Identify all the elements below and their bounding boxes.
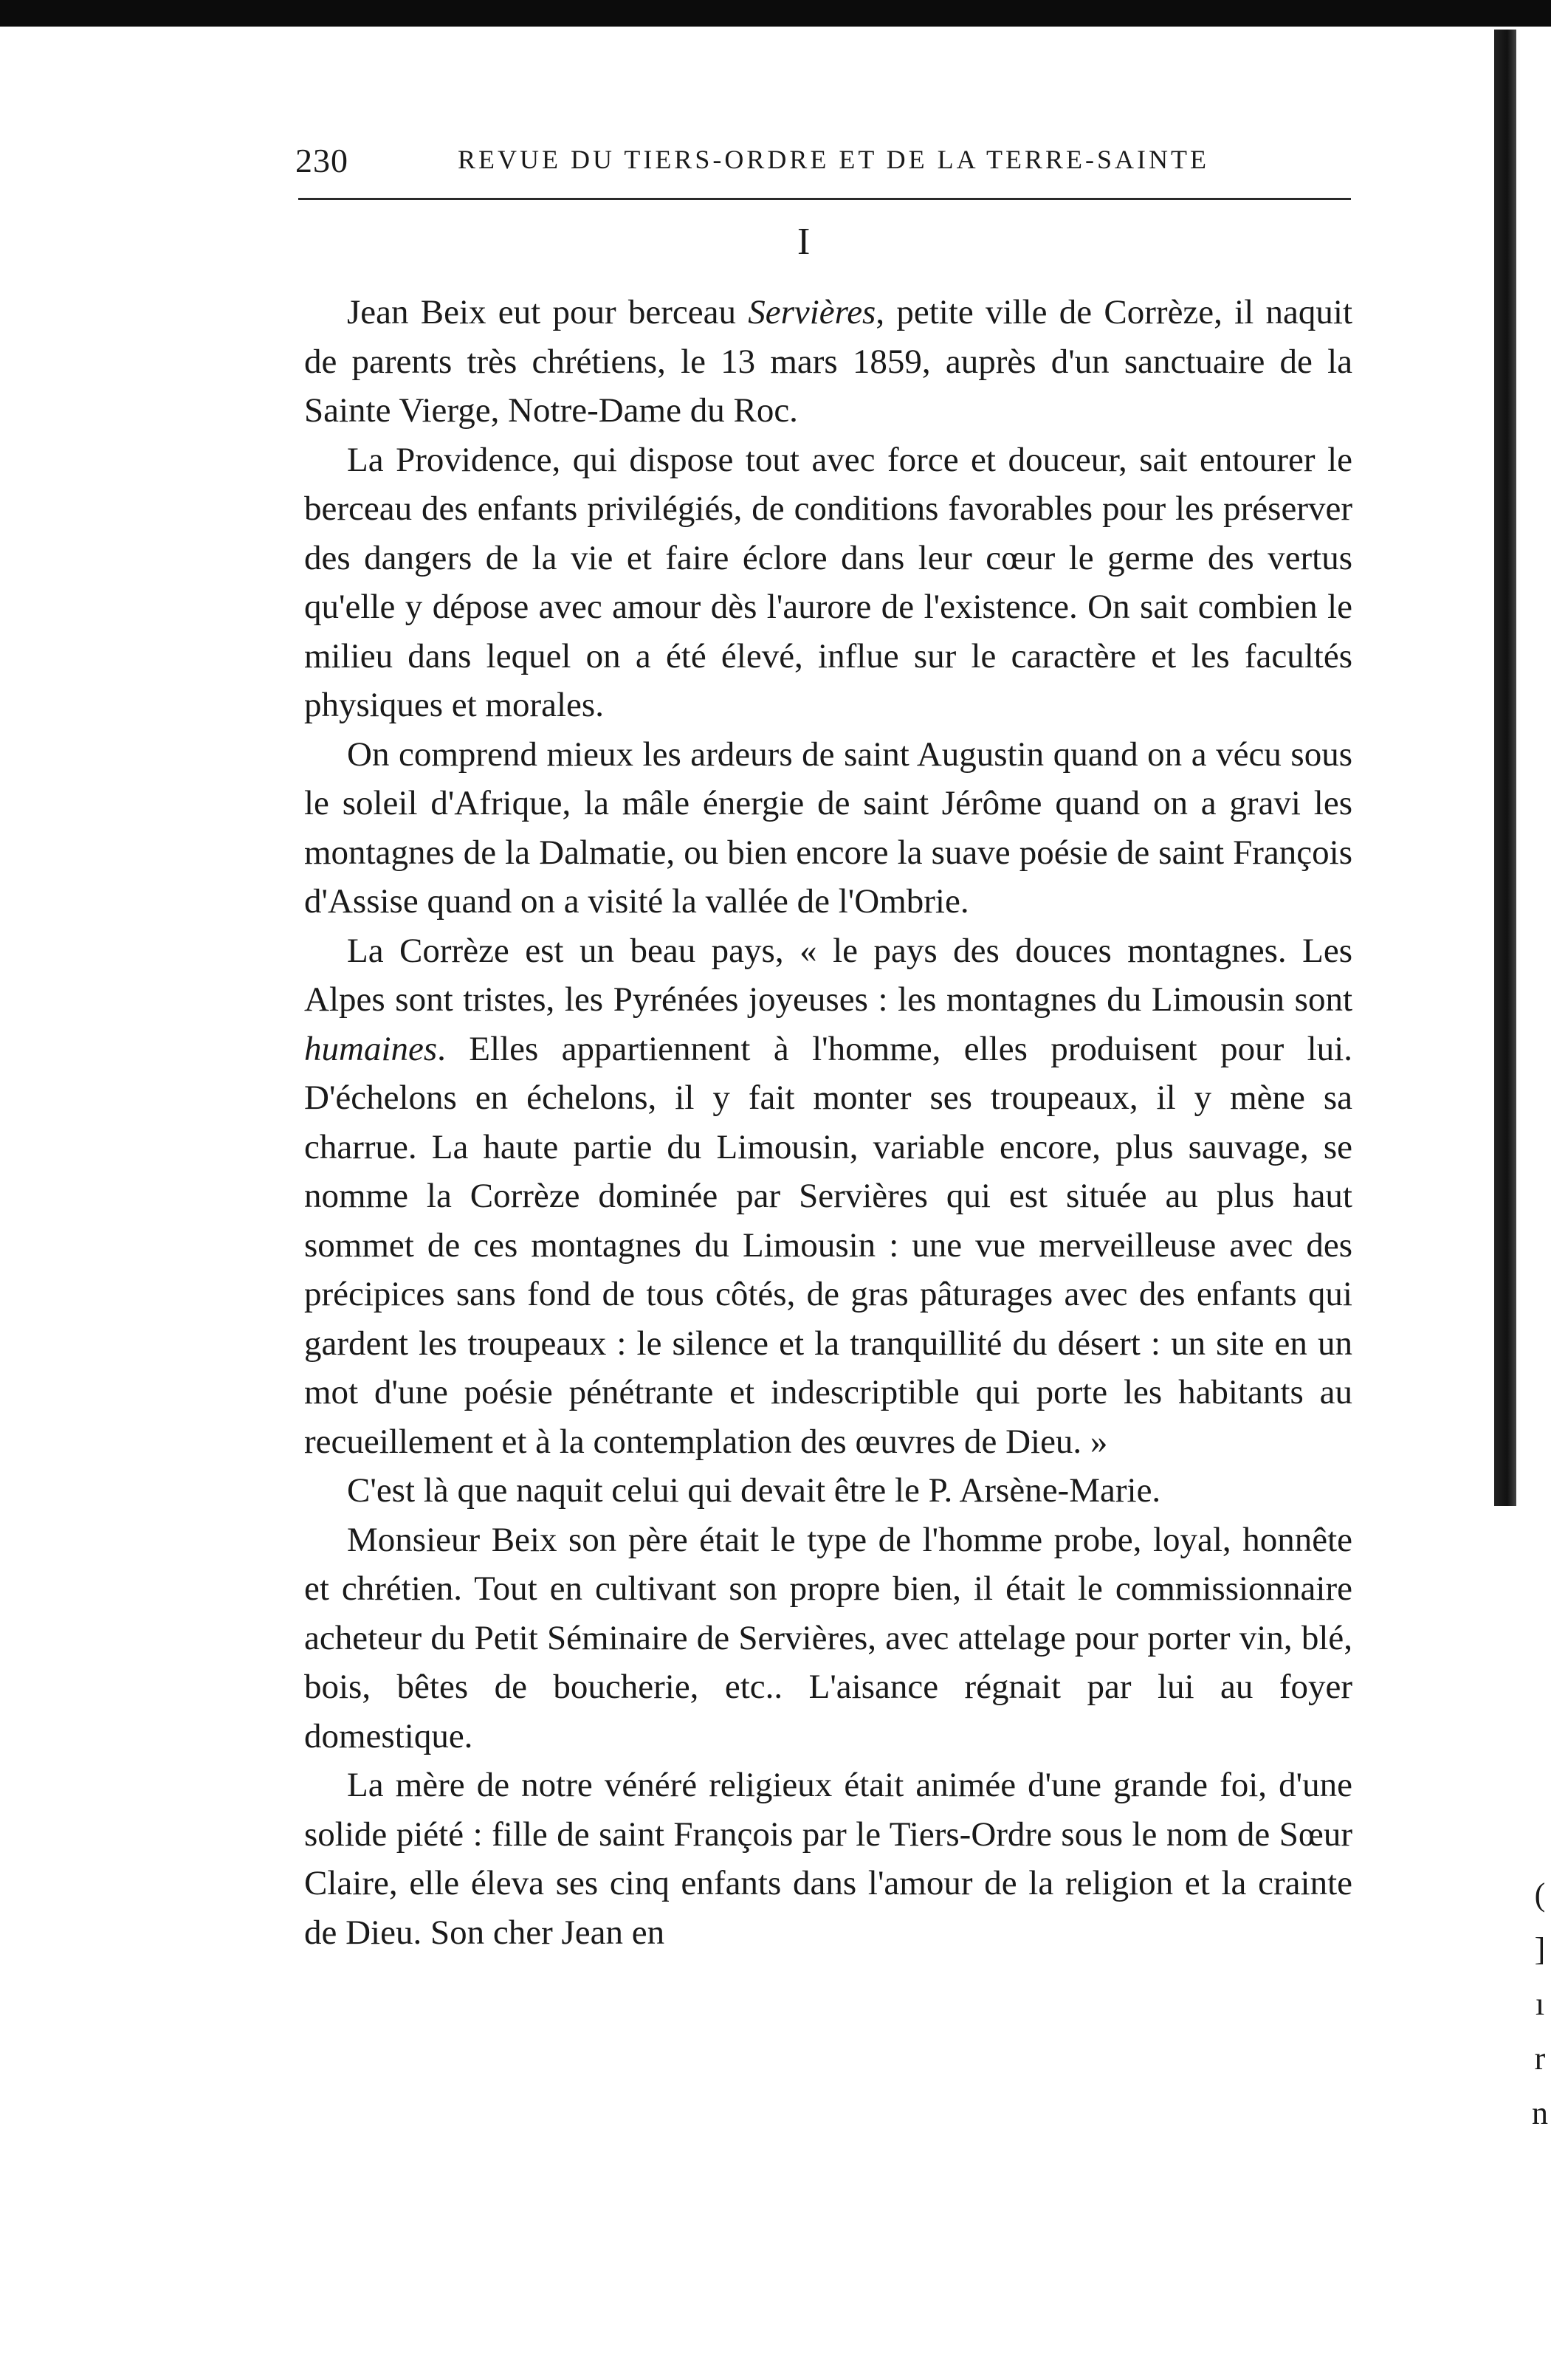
header-rule — [298, 198, 1351, 200]
scan-binding-edge — [1494, 30, 1516, 1506]
margin-letter: n — [1532, 2095, 1548, 2131]
page-header — [295, 137, 1351, 188]
margin-letter: ı — [1535, 1986, 1545, 2022]
page-number: 230 — [295, 142, 348, 179]
paragraph-2: La Providence, qui dispose tout avec force et douceur, sait entourer le berceau des enfants privilégiés, de conditions favorables pour les préserver des dangers de la vie et faire éclore dans leur cœur le germe des vertus qu'elle y dépose avec amour dès l'aurore de l'existence. On sait combien le milieu dans lequel on a été élevé, influe sur le caractère et les facultés physiques et morales. — [304, 440, 1352, 724]
margin-letter: ] — [1534, 1931, 1546, 1967]
place-name-emphasis: Servières — [748, 293, 876, 331]
running-title: REVUE DU TIERS-ORDRE ET DE LA TERRE-SAINTE — [458, 145, 1209, 174]
humaines-emphasis: humaines — [304, 1029, 438, 1068]
paragraph-7: La mère de notre vénéré religieux était animée d'une grande foi, d'une solide piété : fille de saint François par le Tiers-Ordre sous le nom de Sœur Claire, elle éleva ses cinq enfants dans l'amour de la religion et la crainte de Dieu. Son cher Jean en — [304, 1766, 1352, 1952]
paragraph-1: Jean Beix eut pour berceau Servières, petite ville de Corrèze, il naquit de parents très chrétiens, le 13 mars 1859, auprès d'un sanctuaire de la Sainte Vierge, Notre-Dame du Roc. — [304, 293, 1352, 430]
body-text — [304, 288, 1352, 1957]
facing-page-margin-letters — [1531, 1868, 1549, 2141]
paragraph-5: C'est là que naquit celui qui devait être le P. Arsène-Marie. — [347, 1471, 1161, 1510]
margin-letter: ( — [1534, 1877, 1546, 1913]
section-numeral: I — [797, 221, 811, 263]
margin-letter: r — [1534, 2040, 1546, 2077]
paragraph-4: La Corrèze est un beau pays, « le pays des douces montagnes. Les Alpes sont tristes, les Pyrénées joyeuses : les montagnes du Limousin sont humaines. Elles appartiennent à l'homme, elles produisent pour lui. D'échelons en échelons, il y fait monter ses troupeaux, il y mène sa charrue. La haute partie du Limousin, variable encore, plus sauvage, se nomme la Corrèze dominée par Servières qui est située au plus haut sommet de ces montagnes du Limousin : une vue merveilleuse avec des précipices sans fond de tous côtés, de gras pâturages avec des enfants qui gardent les troupeaux : le silence et la tranquillité du désert : un site en un mot d'une poésie pénétrante et indescriptible qui porte les habitants au recueillement et à la contemplation des œuvres de Dieu. » — [304, 931, 1352, 1461]
paragraph-6: Monsieur Beix son père était le type de l'homme probe, loyal, honnête et chrétien. Tout en cultivant son propre bien, il était le commissionnaire acheteur du Petit Séminaire de Servières, avec attelage pour porter vin, blé, bois, bêtes de boucherie, etc.. L'aisance régnait par lui au foyer domestique. — [304, 1520, 1352, 1755]
paragraph-3: On comprend mieux les ardeurs de saint Augustin quand on a vécu sous le soleil d'Afrique, la mâle énergie de saint Jérôme quand on a gravi les montagnes de la Dalmatie, ou bien encore la suave poésie de saint François d'Assise quand on a visité la vallée de l'Ombrie. — [304, 735, 1352, 921]
